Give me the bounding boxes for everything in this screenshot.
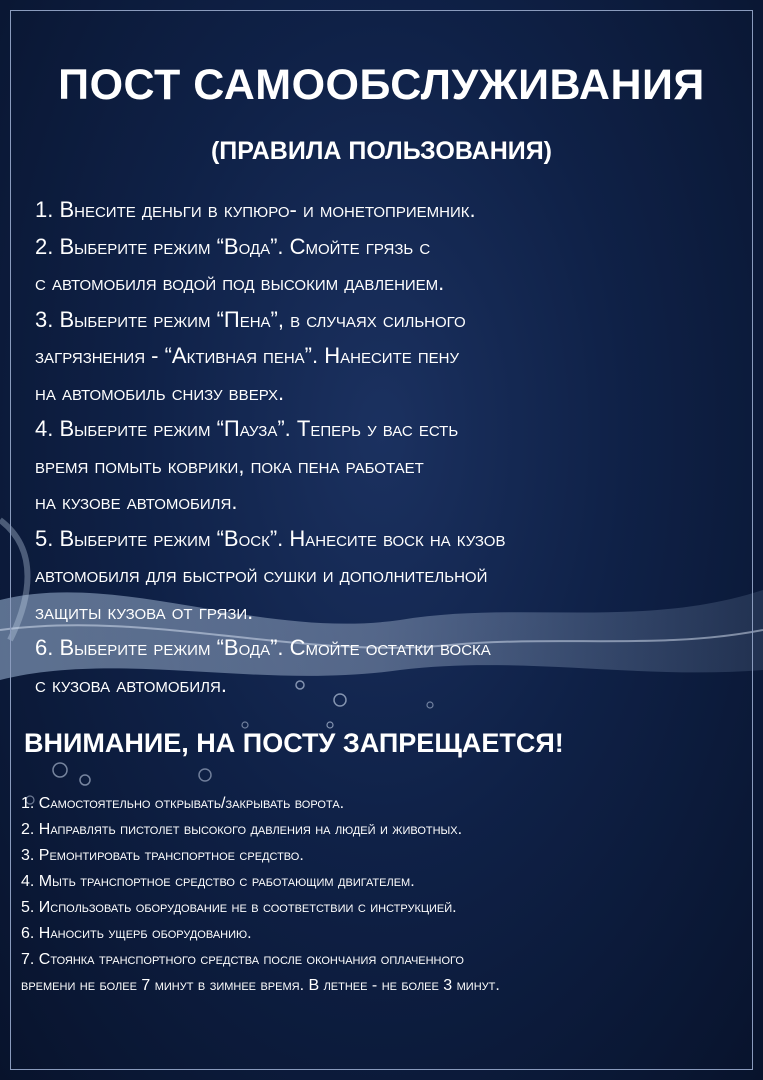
rule-line: 5. Выберите режим “Воск”. Нанесите воск на кузов — [35, 525, 506, 551]
page-subtitle: (ПРАВИЛА ПОЛЬЗОВАНИЯ) — [210, 137, 553, 165]
rule-line: на кузове автомобиля. — [35, 489, 238, 514]
prohibited-item: 1. Самостоятельно открывать/закрывать ворота. — [21, 795, 345, 812]
rule-line: загрязнения - “Активная пена”. Нанесите пену — [35, 343, 460, 368]
rule-line: 2. Выберите режим “Вода”. Смойте грязь с — [35, 233, 431, 259]
prohibited-item: 4. Мыть транспортное средство с работающим двигателем. — [21, 873, 415, 890]
rule-line: 1. Внесите деньги в купюро- и монетоприемник. — [35, 197, 476, 222]
prohibited-item: 6. Наносить ущерб оборудованию. — [21, 925, 252, 942]
prohibited-item: времени не более 7 минут в зимнее время. В летнее - не более 3 минут. — [21, 977, 500, 994]
rule-line: 4. Выберите режим “Пауза”. Теперь у вас есть — [35, 416, 459, 441]
rule-line: с кузова автомобиля. — [35, 671, 227, 697]
rule-line: защиты кузова от грязи. — [35, 598, 254, 624]
rule-line: время помыть коврики, пока пена работает — [35, 452, 424, 478]
prohibited-list — [21, 791, 761, 999]
rule-line: на автомобиль снизу вверх. — [35, 379, 285, 405]
rules-list — [35, 192, 755, 703]
rule-line: автомобиля для быстрой сушки и дополнительной — [35, 562, 488, 587]
prohibited-item: 3. Ремонтировать транспортное средство. — [21, 847, 304, 864]
prohibited-item: 5. Использовать оборудование не в соответствии с инструкцией. — [21, 899, 457, 916]
page-title: ПОСТ САМООБСЛУЖИВАНИЯ — [58, 61, 705, 109]
rule-line: 6. Выберите режим “Вода”. Смойте остатки воска — [35, 635, 491, 660]
prohibited-item: 2. Направлять пистолет высокого давления на людей и животных. — [21, 821, 463, 838]
rule-line: с автомобиля водой под высоким давлением. — [35, 270, 445, 295]
warning-title: ВНИМАНИЕ, НА ПОСТУ ЗАПРЕЩАЕТСЯ! — [24, 728, 564, 758]
rule-line: 3. Выберите режим “Пена”, в случаях сильного — [35, 306, 466, 332]
prohibited-item: 7. Стоянка транспортного средства после окончания оплаченного — [21, 951, 464, 968]
